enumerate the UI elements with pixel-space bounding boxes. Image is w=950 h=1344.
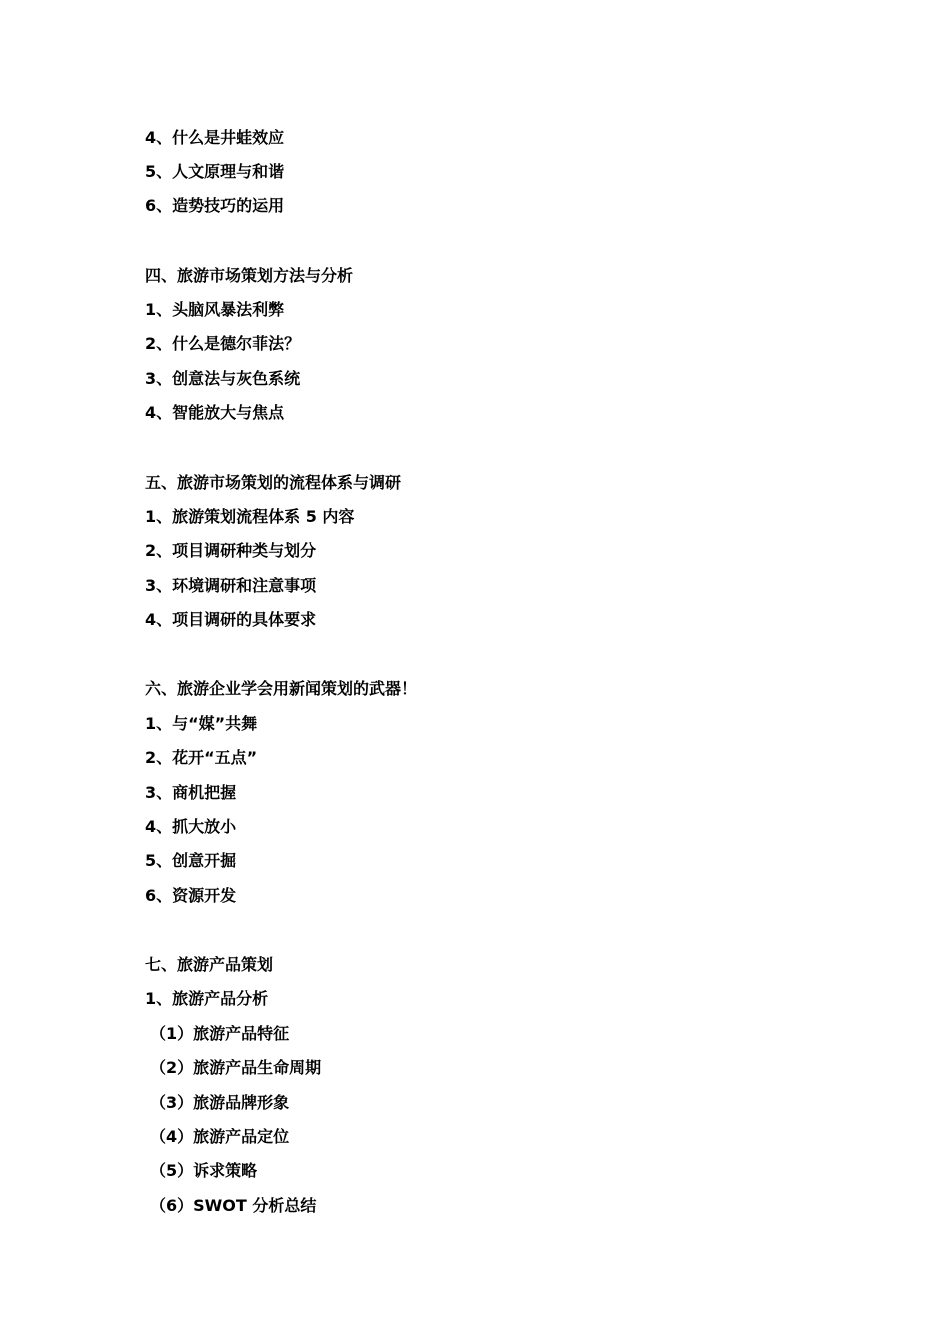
list-item: 4、项目调研的具体要求 <box>145 610 317 629</box>
sub-list-item: （2）旅游产品生命周期 <box>150 1058 322 1077</box>
list-item: 3、环境调研和注意事项 <box>145 576 317 595</box>
list-item: 1、与“媒”共舞 <box>145 714 258 733</box>
section-heading: 六、旅游企业学会用新闻策划的武器！ <box>145 679 418 698</box>
section-heading: 七、旅游产品策划 <box>145 955 274 974</box>
sub-list-item: （4）旅游产品定位 <box>150 1127 290 1146</box>
list-item: 5、人文原理与和谐 <box>145 162 285 181</box>
section-heading: 五、旅游市场策划的流程体系与调研 <box>145 473 402 492</box>
list-item: 6、造势技巧的运用 <box>145 196 285 215</box>
sub-list-item: （5）诉求策略 <box>150 1161 258 1180</box>
list-item: 5、创意开掘 <box>145 851 237 870</box>
sub-list-item: （6）SWOT 分析总结 <box>150 1196 317 1215</box>
list-item: 2、花开“五点” <box>145 748 258 767</box>
list-item: 4、什么是井蛙效应 <box>145 128 285 147</box>
sub-list-item: （1）旅游产品特征 <box>150 1024 290 1043</box>
list-item: 1、头脑风暴法利弊 <box>145 300 285 319</box>
list-item: 3、商机把握 <box>145 783 237 802</box>
list-item: 3、创意法与灰色系统 <box>145 369 301 388</box>
list-item: 2、项目调研种类与划分 <box>145 541 317 560</box>
list-item: 1、旅游产品分析 <box>145 989 269 1008</box>
list-item: 4、抓大放小 <box>145 817 237 836</box>
section-heading: 四、旅游市场策划方法与分析 <box>145 266 354 285</box>
sub-list-item: （3）旅游品牌形象 <box>150 1093 290 1112</box>
list-item: 6、资源开发 <box>145 886 237 905</box>
list-item: 1、旅游策划流程体系 5 内容 <box>145 507 355 526</box>
list-item: 4、智能放大与焦点 <box>145 403 285 422</box>
list-item: 2、什么是德尔菲法？ <box>145 334 301 353</box>
